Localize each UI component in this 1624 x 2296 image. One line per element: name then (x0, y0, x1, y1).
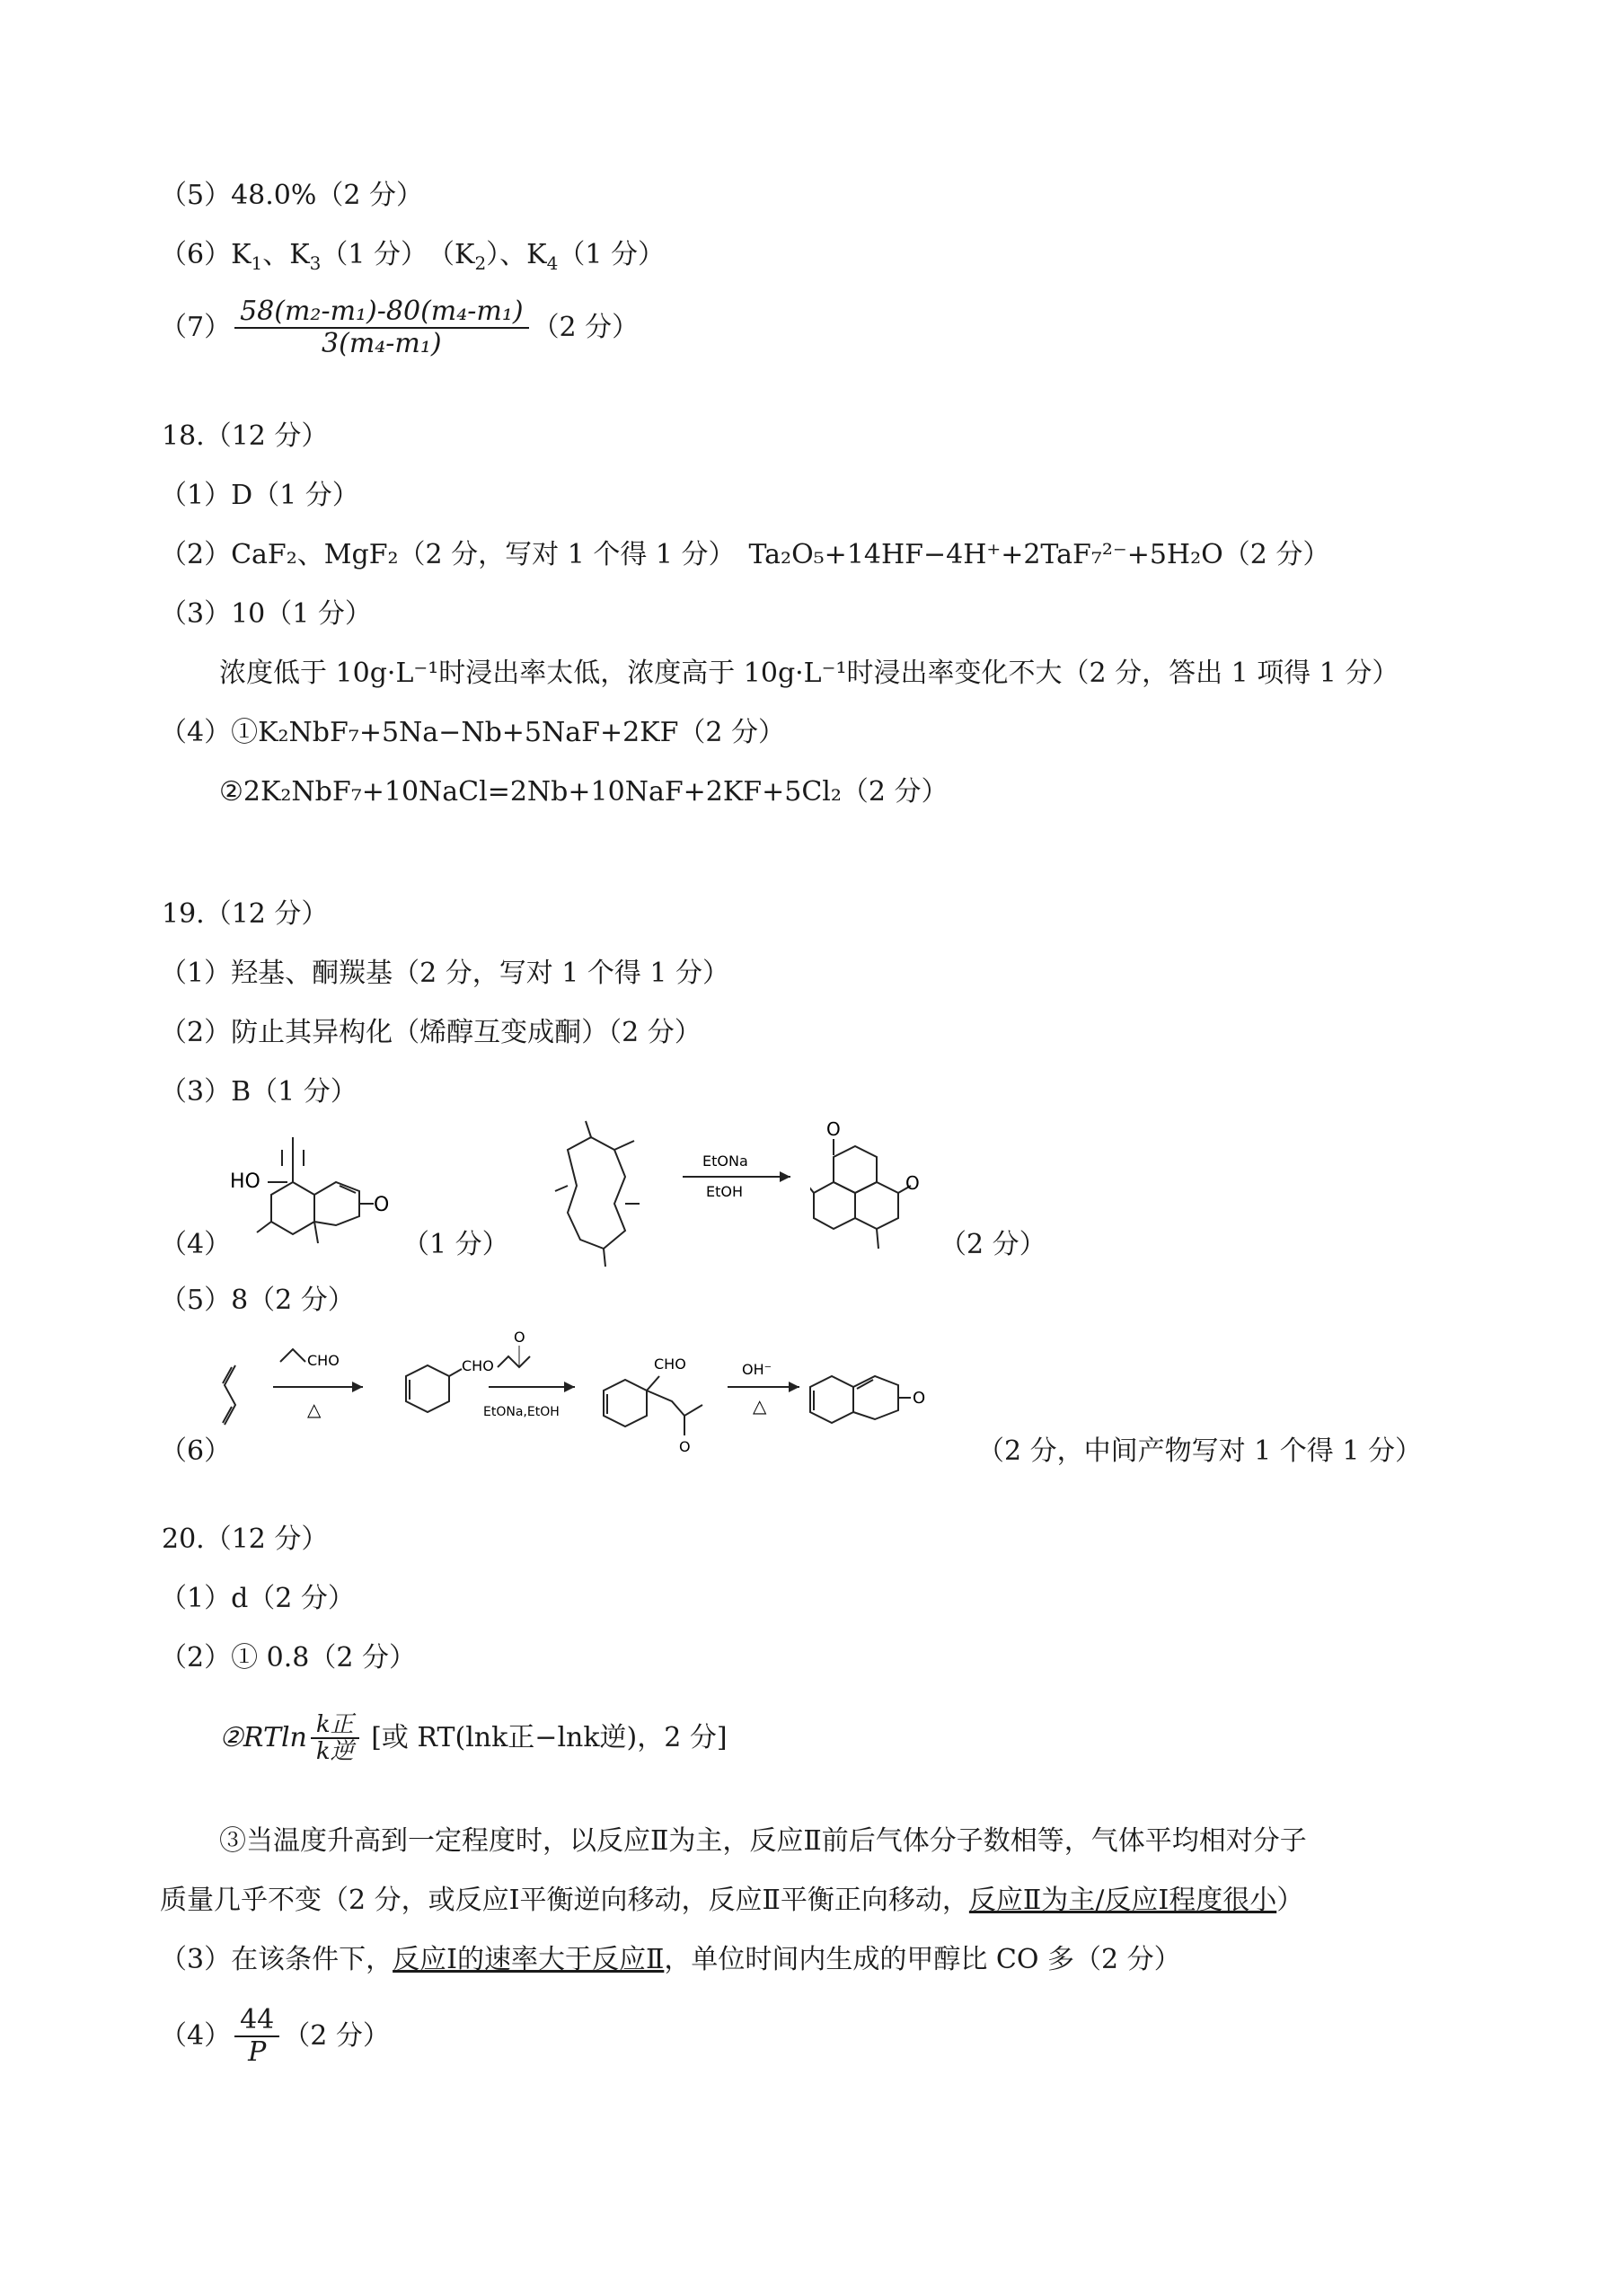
q17-p7-score: （2 分） (532, 312, 640, 343)
q19-part4-structure-2 (550, 1114, 658, 1276)
aldehyde-cho: CHO (462, 1357, 494, 1374)
reagent-label: EtONa,EtOH (483, 1405, 560, 1419)
q20-p4-numerator: 44 (234, 2005, 279, 2037)
q20-part4 (160, 2005, 390, 2068)
q19-part4-structure-3 (810, 1114, 936, 1276)
q17-part7 (160, 296, 639, 359)
q20-p4-fraction (234, 2005, 279, 2068)
q19-part6-route (214, 1329, 968, 1473)
q20-p2b-suffix: [或 RT(lnk正−lnk逆)，2 分] (362, 1722, 728, 1753)
heat-symbol: △ (307, 1399, 322, 1420)
carbonyl-o-label-right: O (905, 1172, 920, 1194)
q19-part4-score1: （1 分） (402, 1229, 509, 1260)
q20-p2b-numerator: k正 (311, 1712, 359, 1739)
q20-part2-2 (219, 1712, 728, 1764)
q19-part4-arrow (675, 1150, 801, 1204)
q18-part4-eq1: （4）①K₂NbF₇+5Na−Nb+5NaF+2KF（2 分） (160, 717, 786, 748)
mvk-o: O (514, 1329, 525, 1346)
q19-part2: （2）防止其异构化（烯醇互变成酮）（2 分） (160, 1017, 702, 1048)
q19-part5: （5）8（2 分） (160, 1285, 355, 1316)
q20-p2b-denominator: k逆 (315, 1738, 354, 1765)
q19-part1: （1）羟基、酮羰基（2 分，写对 1 个得 1 分） (160, 958, 730, 989)
q17-p6-text: （1 分） （K (321, 239, 475, 270)
q18-part3-explanation: 浓度低于 10g·L⁻¹时浸出率太低，浓度高于 10g·L⁻¹时浸出率变化不大（2 分，答出 1 项得 1 分） (219, 658, 1399, 689)
q19-part4-label: （4） (160, 1229, 232, 1260)
q20-part2-3-line2 (160, 1883, 1303, 1919)
reagent-etoh: EtOH (706, 1183, 744, 1200)
q20-part1: （1）d（2 分） (160, 1583, 355, 1614)
q17-p6-sub: 4 (546, 252, 559, 274)
q17-p6-sub: 1 (251, 252, 263, 274)
q17-p6-text: （1 分） (558, 239, 665, 270)
q17-p6-text: （6）K (160, 239, 252, 270)
q17-p6-text: ）、K (486, 239, 547, 270)
q20-p3-text: （3）在该条件下， (160, 1944, 393, 1975)
product-o: O (913, 1389, 926, 1408)
q18-title: 18.（12 分） (162, 420, 329, 452)
q20-p4-label: （4） (160, 2020, 232, 2052)
intermediate-o: O (679, 1438, 691, 1455)
q20-p2b-prefix: ②RTln (219, 1722, 307, 1753)
q20-p4-denominator: P (248, 2036, 267, 2068)
q20-p2c-underlined: 反应Ⅱ为主/反应Ⅰ程度很小 (968, 1885, 1277, 1916)
q20-p2c-text: 质量几乎不变（2 分，或反应Ⅰ平衡逆向移动，反应Ⅱ平衡正向移动， (160, 1885, 969, 1916)
q19-part4-structure-1 (225, 1123, 404, 1267)
q17-p7-fraction (234, 296, 528, 359)
q17-part6 (160, 237, 665, 281)
q18-part1: （1）D（1 分） (160, 480, 359, 511)
q17-p6-sub: 2 (474, 252, 487, 274)
q20-p4-score: （2 分） (283, 2020, 390, 2052)
base-label: OH⁻ (742, 1361, 772, 1378)
q19-part4-score2: （2 分） (940, 1229, 1046, 1260)
q20-p2c-close: ） (1276, 1885, 1304, 1916)
hydroxy-label: HO (230, 1170, 260, 1193)
q20-p3-underlined: 反应Ⅰ的速率大于反应Ⅱ (393, 1944, 665, 1975)
q20-part2-3-line1: ③当温度升高到一定程度时，以反应Ⅱ为主，反应Ⅱ前后气体分子数相等，气体平均相对分子 (219, 1825, 1307, 1857)
q17-p7-denominator: 3(m₄-m₁) (322, 328, 442, 359)
carbonyl-o-label-top: O (826, 1118, 841, 1140)
q19-title: 19.（12 分） (162, 898, 329, 930)
q20-part2-1: （2）① 0.8（2 分） (160, 1642, 416, 1673)
reagent-etona: EtONa (702, 1152, 748, 1170)
heat-symbol: △ (753, 1395, 767, 1417)
q17-p6-sub: 3 (309, 252, 322, 274)
q17-part5: （5）48.0%（2 分） (160, 180, 424, 211)
q20-p2b-fraction (311, 1712, 359, 1764)
q20-part3 (160, 1942, 1181, 1978)
q17-p6-text: 、K (262, 239, 310, 270)
acrolein-cho: CHO (307, 1352, 340, 1369)
q19-part3: （3）B（1 分） (160, 1076, 357, 1108)
q17-p7-label: （7） (160, 312, 232, 343)
q18-part3: （3）10（1 分） (160, 598, 372, 630)
carbonyl-o-label: O (374, 1194, 390, 1216)
q18-part2: （2）CaF₂、MgF₂（2 分，写对 1 个得 1 分） Ta₂O₅+14HF−4H⁺+2TaF₇²⁻+5H₂O（2 分） (160, 539, 1330, 570)
intermediate-cho: CHO (654, 1356, 686, 1373)
q17-p7-numerator: 58(m₂-m₁)-80(m₄-m₁) (234, 296, 528, 329)
q18-part4-eq2: ②2K₂NbF₇+10NaCl=2Nb+10NaF+2KF+5Cl₂（2 分） (219, 776, 949, 808)
q19-part6-score: （2 分，中间产物写对 1 个得 1 分） (977, 1435, 1422, 1467)
q19-part6-label: （6） (160, 1435, 232, 1467)
q20-p3-text: ，单位时间内生成的甲醇比 CO 多（2 分） (664, 1944, 1181, 1975)
q20-title: 20.（12 分） (162, 1523, 329, 1555)
